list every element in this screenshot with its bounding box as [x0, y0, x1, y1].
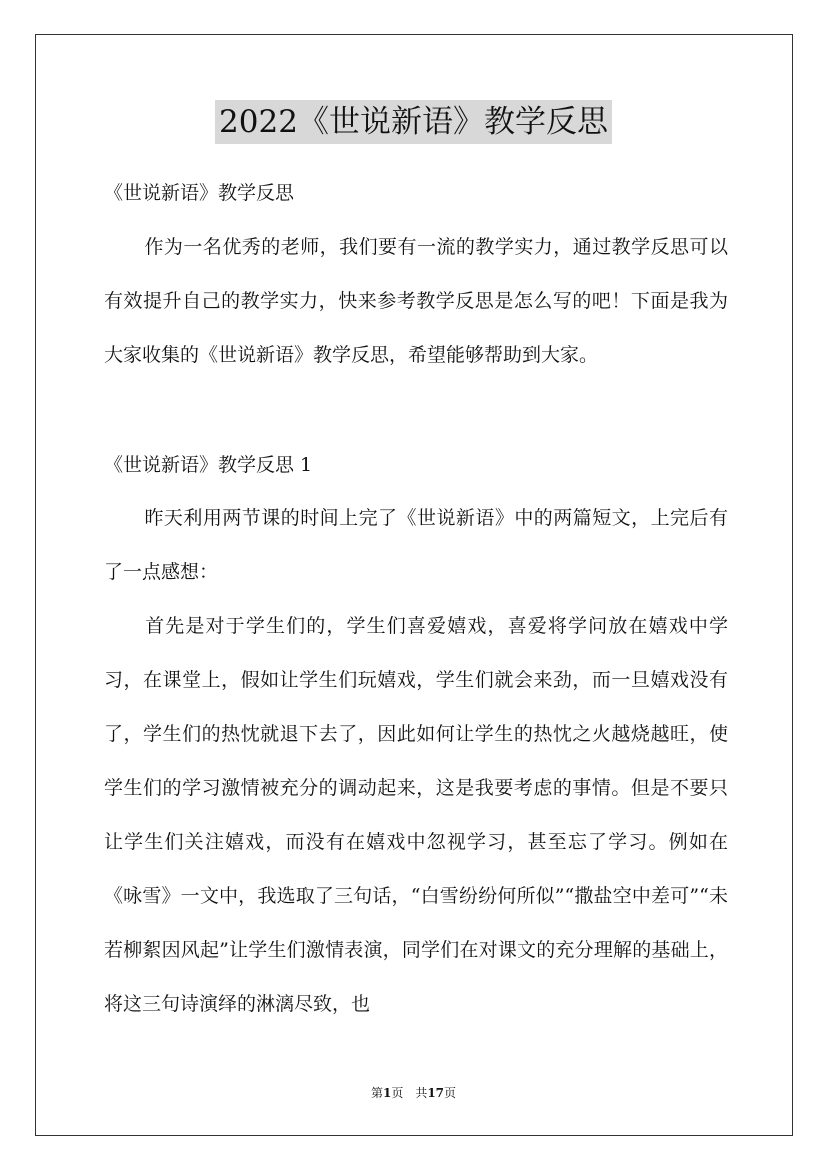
body-paragraph-1: [104, 491, 728, 599]
intro-paragraph: [104, 220, 728, 382]
document-title: 2022《世说新语》教学反思: [215, 100, 612, 144]
title-container: [0, 100, 827, 144]
paragraph-text: 首先是对于学生们的，学生们喜爱嬉戏，喜爱将学问放在嬉戏中学习，在课堂上，假如让学生们玩嬉戏，学生们就会来劲，而一旦嬉戏没有了，学生们的热忱就退下去了，因此如何让学生的热忱之火越烧越旺，使学生们的学习激情被充分的调动起来，这是我要考虑的事情。但是不要只让学生们关注嬉戏，而没有在嬉戏中忽视学习，甚至忘了学习。例如在《咏雪》一文中，我选取了三句话，“白雪纷纷何所似”“撒盐空中差可”“未若柳絮因风起”让学生们激情表演，同学们在对课文的充分理解的基础上，将这三句诗演绎的淋漓尽致，也: [104, 615, 728, 1015]
section-heading: 《世说新语》教学反思 1: [104, 454, 313, 476]
page-total: 17: [427, 1086, 445, 1100]
page-prefix: 第: [370, 1086, 383, 1100]
page-mid: 页 共: [391, 1086, 428, 1100]
body-paragraph-2: [104, 599, 728, 1031]
document-subtitle: 《世说新语》教学反思: [104, 182, 295, 204]
page-current: 1: [382, 1086, 392, 1100]
page-footer: [0, 1084, 827, 1101]
paragraph-text: 昨天利用两节课的时间上完了《世说新语》中的两篇短文，上完后有了一点感想：: [104, 507, 728, 583]
page-suffix: 页: [444, 1086, 457, 1100]
intro-text: 作为一名优秀的老师，我们要有一流的教学实力，通过教学反思可以有效提升自己的教学实力，快来参考教学反思是怎么写的吧！下面是我为大家收集的《世说新语》教学反思，希望能够帮助到大家。: [104, 236, 728, 366]
